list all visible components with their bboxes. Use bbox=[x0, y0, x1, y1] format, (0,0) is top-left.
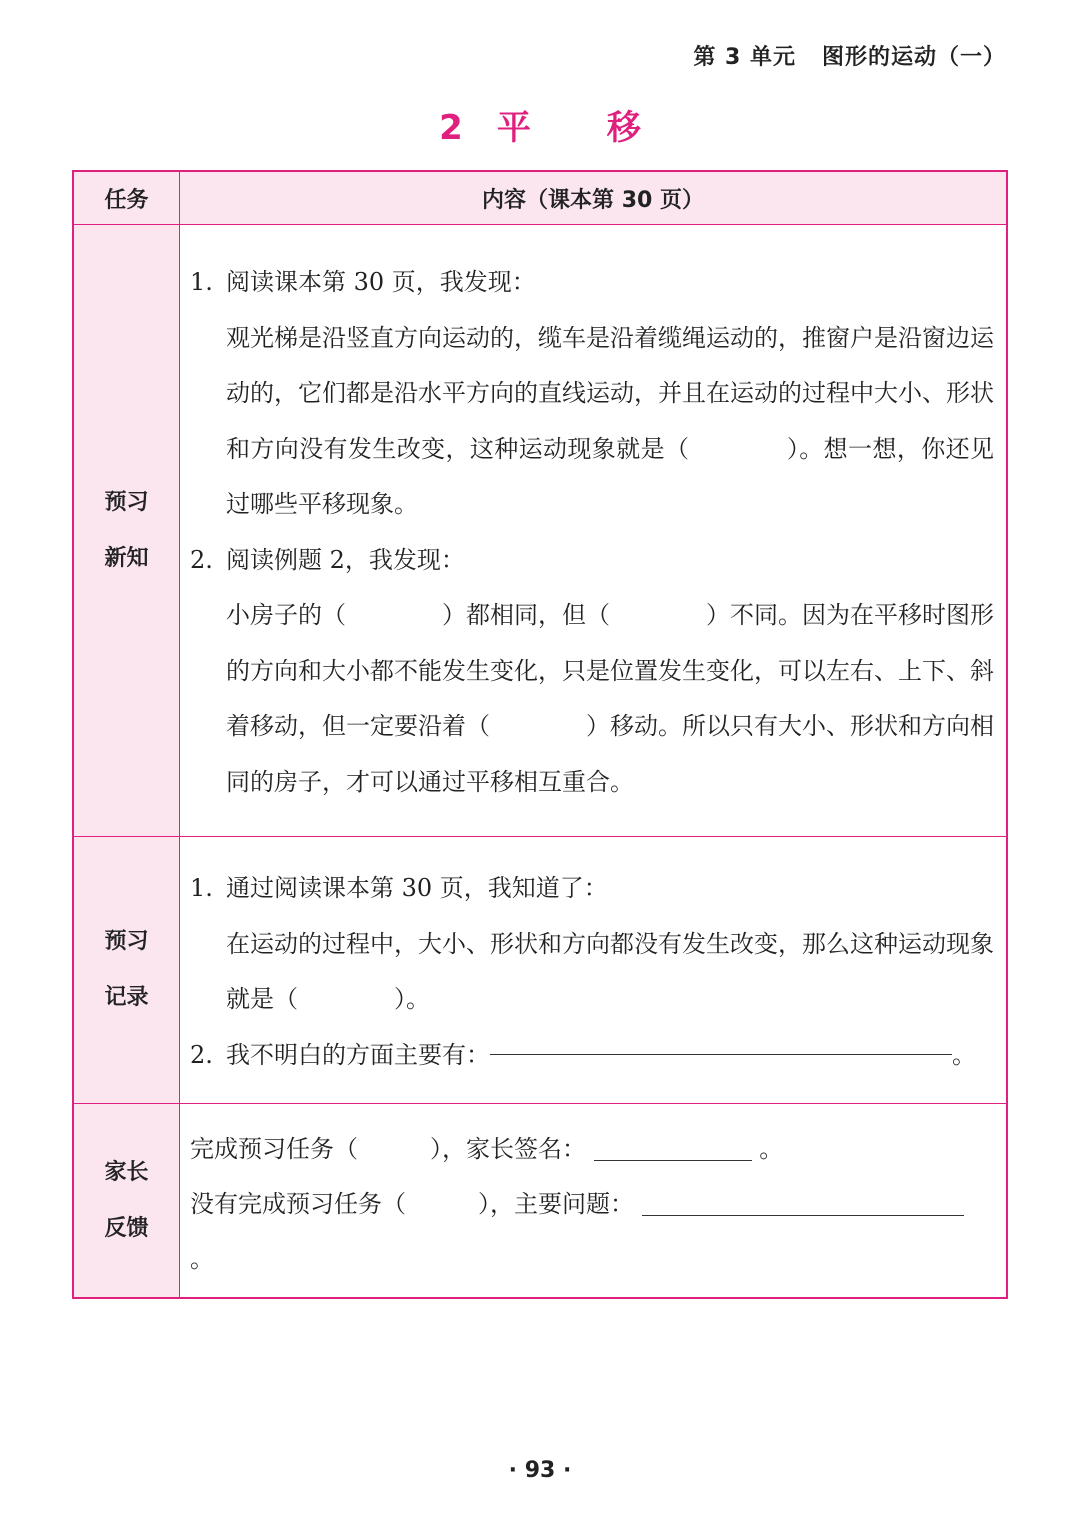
item-text: 我不明白的方面主要有： bbox=[226, 1040, 490, 1069]
parent-label-line-1: 家长 bbox=[104, 1159, 149, 1185]
unit-header bbox=[693, 40, 1006, 71]
unclear-points-blank-line[interactable] bbox=[490, 1028, 952, 1055]
parent-signature-blank-line[interactable] bbox=[594, 1134, 752, 1161]
item-number: 2. bbox=[190, 1040, 213, 1069]
preview-new-knowledge-row bbox=[73, 225, 1007, 837]
record-content-cell bbox=[180, 837, 1008, 1104]
record-item-1 bbox=[190, 861, 994, 917]
record-label-cell bbox=[73, 837, 180, 1104]
preview-item-1 bbox=[190, 255, 994, 311]
record-label-line-2: 记录 bbox=[104, 985, 149, 1010]
lesson-number: 2 bbox=[439, 108, 463, 148]
lesson-title-char-1: 平 bbox=[496, 108, 531, 148]
record-item-2 bbox=[190, 1028, 994, 1084]
preview-content-cell bbox=[180, 225, 1008, 837]
parent-line-not-completed bbox=[190, 1177, 994, 1287]
preview-label-cell bbox=[73, 225, 180, 837]
preview-item-2 bbox=[190, 533, 994, 589]
line-end-mark: 。 bbox=[190, 1245, 214, 1273]
item-text: 通过阅读课本第 30 页，我知道了： bbox=[226, 874, 608, 902]
parent-line-completed bbox=[190, 1122, 994, 1177]
table-header-row bbox=[73, 171, 1007, 225]
lesson-title bbox=[0, 100, 1080, 149]
parent-feedback-row bbox=[73, 1104, 1007, 1299]
not-completed-text: 没有完成预习任务（ ），主要问题： bbox=[190, 1190, 634, 1218]
preview-record-row bbox=[73, 837, 1007, 1104]
unit-topic: 图形的运动（一） bbox=[821, 45, 1006, 70]
parent-label-line-2: 反馈 bbox=[104, 1215, 149, 1241]
completed-text: 完成预习任务（ ），家长签名： bbox=[190, 1135, 586, 1163]
preview-task-table bbox=[72, 170, 1008, 1299]
item-number: 1. bbox=[190, 268, 213, 296]
page-number: · 93 · bbox=[508, 1458, 572, 1483]
item-number: 2. bbox=[190, 545, 213, 574]
item-number: 1. bbox=[190, 874, 213, 902]
main-problem-blank-line[interactable] bbox=[642, 1189, 964, 1216]
item-end-mark: 。 bbox=[952, 1040, 976, 1069]
parent-content-cell bbox=[180, 1104, 1008, 1299]
parent-label-cell bbox=[73, 1104, 180, 1299]
preview-label-line-1: 预习 bbox=[104, 489, 149, 515]
item-text: 阅读课本第 30 页，我发现： bbox=[226, 268, 536, 296]
line-end-mark: 。 bbox=[759, 1135, 784, 1163]
item-text: 阅读例题 2，我发现： bbox=[226, 545, 465, 574]
record-label-line-1: 预习 bbox=[104, 929, 149, 954]
preview-item-1-paragraph: 观光梯是沿竖直方向运动的，缆车是沿着缆绳运动的，推窗户是沿窗边运动的，它们都是沿水平方向的直线运动，并且在运动的过程中大小、形状和方向没有发生改变，这种运动现象就是（ ）。想一想，你还见过哪些平移现象。 bbox=[226, 323, 994, 518]
record-item-1-paragraph: 在运动的过程中，大小、形状和方向都没有发生改变，那么这种运动现象就是（ ）。 bbox=[226, 929, 994, 1013]
preview-label-line-2: 新知 bbox=[104, 545, 149, 571]
lesson-title-char-2: 移 bbox=[606, 108, 641, 148]
header-task-cell: 任务 bbox=[73, 171, 180, 225]
unit-number: 第 3 单元 bbox=[693, 45, 796, 70]
header-content-cell: 内容（课本第 30 页） bbox=[180, 171, 1008, 225]
preview-item-2-paragraph: 小房子的（ ）都相同，但（ ）不同。因为在平移时图形的方向和大小都不能发生变化，只是位置发生变化，可以左右、上下、斜着移动，但一定要沿着（ ）移动。所以只有大小、形状和方向相同的房子，才可以通过平移相互重合。 bbox=[226, 601, 994, 796]
